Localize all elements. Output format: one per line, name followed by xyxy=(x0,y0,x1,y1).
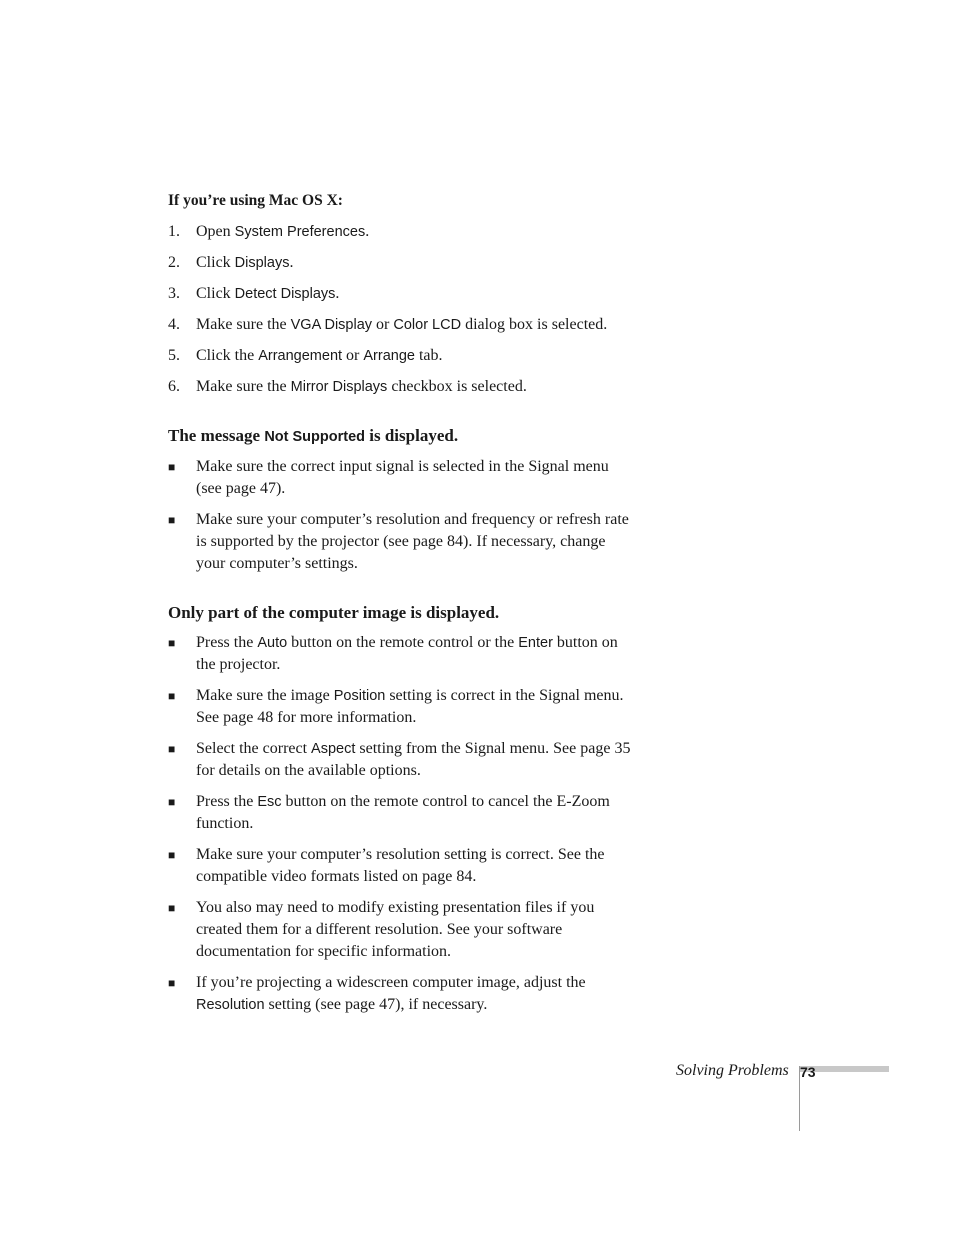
text-run: setting from the Signal menu. See page 35 for details on the available options. xyxy=(196,740,631,779)
ui-term: Esc xyxy=(257,794,282,810)
list-item xyxy=(168,632,638,676)
text-run: Make sure your computer’s resolution setting is correct. See the compatible video formats listed on page 84. xyxy=(196,846,605,885)
text-run: setting (see page 47), if necessary. xyxy=(264,996,488,1013)
square-bullet-icon: ■ xyxy=(168,742,176,756)
ui-term: Resolution xyxy=(196,997,265,1013)
bullet-text xyxy=(196,897,638,963)
text-run: . xyxy=(365,223,370,240)
text-run: button on the remote control to cancel the E-Zoom function. xyxy=(196,793,610,832)
list-item xyxy=(168,791,638,835)
list-item xyxy=(168,897,638,963)
text-run: Press the xyxy=(196,793,258,810)
square-bullet-icon: ■ xyxy=(168,460,176,474)
step-text xyxy=(196,283,339,305)
step-number: 5. xyxy=(168,347,180,364)
text-run: You also may need to modify existing presentation files if you created them for a different resolution. See your software documentation for specific information. xyxy=(196,899,595,960)
ui-term: Mirror Displays xyxy=(290,379,388,395)
list-item xyxy=(168,972,638,1016)
list-item xyxy=(168,844,638,888)
partial-image-list xyxy=(168,632,638,1016)
step-number: 1. xyxy=(168,223,180,240)
list-item xyxy=(168,456,638,500)
text-run: button on the remote control or the xyxy=(287,634,519,651)
step-text xyxy=(196,252,293,274)
ui-term: Not Supported xyxy=(264,429,366,445)
bullet-text xyxy=(196,844,638,888)
bullet-text xyxy=(196,685,638,729)
square-bullet-icon: ■ xyxy=(168,901,176,915)
text-run: . xyxy=(289,254,294,271)
step-text xyxy=(196,221,369,243)
text-run: Open xyxy=(196,223,235,240)
list-item xyxy=(168,509,638,575)
step-number: 2. xyxy=(168,254,180,271)
square-bullet-icon: ■ xyxy=(168,636,176,650)
step-text xyxy=(196,345,443,367)
text-run: tab. xyxy=(414,347,443,364)
square-bullet-icon: ■ xyxy=(168,689,176,703)
bullet-text xyxy=(196,456,638,500)
bullet-text xyxy=(196,738,638,782)
ui-term: Displays xyxy=(234,255,290,271)
text-run: checkbox is selected. xyxy=(387,378,527,395)
text-run: Click xyxy=(196,285,235,302)
bullet-text xyxy=(196,972,638,1016)
text-run: If you’re projecting a widescreen computer image, adjust the xyxy=(196,974,586,991)
text-run: button on the projector. xyxy=(196,634,618,673)
ui-term: Detect Displays xyxy=(234,286,336,302)
ui-term: VGA Display xyxy=(290,317,373,333)
text-run: is displayed. xyxy=(365,426,459,445)
text-run: Click the xyxy=(196,347,259,364)
bullet-text xyxy=(196,791,638,835)
step-item xyxy=(168,345,638,367)
text-run: Make sure the xyxy=(196,316,291,333)
ui-term: Color LCD xyxy=(393,317,462,333)
step-item xyxy=(168,376,638,398)
step-text xyxy=(196,314,607,336)
ui-term: Position xyxy=(333,688,386,704)
partial-image-heading: Only part of the computer image is displayed. xyxy=(168,603,500,622)
text-run: Select the correct xyxy=(196,740,312,757)
text-run: . xyxy=(335,285,340,302)
text-run: Make sure your computer’s resolution and frequency or refresh rate is supported by the projector (see page 84). If necessary, change your computer’s settings. xyxy=(196,511,629,572)
text-run: Click xyxy=(196,254,235,271)
page-number: 73 xyxy=(800,1064,816,1080)
ui-term: Enter xyxy=(518,635,553,651)
text-run: Make sure the xyxy=(196,378,291,395)
text-run: Make sure the image xyxy=(196,687,334,704)
text-run: setting is correct in the Signal menu. See page 48 for more information. xyxy=(196,687,624,726)
square-bullet-icon: ■ xyxy=(168,976,176,990)
ui-term: System Preferences xyxy=(234,224,366,240)
square-bullet-icon: ■ xyxy=(168,513,176,527)
footer-section-title: Solving Problems xyxy=(676,1062,789,1079)
mac-os-heading: If you’re using Mac OS X: xyxy=(168,192,343,209)
list-item xyxy=(168,738,638,782)
step-number: 6. xyxy=(168,378,180,395)
ui-term: Aspect xyxy=(311,741,356,757)
text-run: Make sure the correct input signal is selected in the Signal menu (see page 47). xyxy=(196,458,609,497)
not-supported-heading xyxy=(168,425,638,448)
text-run: dialog box is selected. xyxy=(461,316,608,333)
step-item xyxy=(168,283,638,305)
text-run: or xyxy=(342,347,364,364)
text-run: Press the xyxy=(196,634,258,651)
square-bullet-icon: ■ xyxy=(168,795,176,809)
step-number: 3. xyxy=(168,285,180,302)
not-supported-list xyxy=(168,456,638,575)
page-content xyxy=(168,190,638,1025)
step-item xyxy=(168,221,638,243)
mac-steps-list xyxy=(168,221,638,398)
bullet-text xyxy=(196,632,638,676)
step-text xyxy=(196,376,527,398)
ui-term: Auto xyxy=(257,635,288,651)
text-run: or xyxy=(372,316,394,333)
bullet-text xyxy=(196,509,638,575)
square-bullet-icon: ■ xyxy=(168,848,176,862)
step-item xyxy=(168,252,638,274)
text-run: The message xyxy=(168,426,265,445)
ui-term: Arrangement xyxy=(258,348,343,364)
ui-term: Arrange xyxy=(363,348,415,364)
list-item xyxy=(168,685,638,729)
step-number: 4. xyxy=(168,316,180,333)
step-item xyxy=(168,314,638,336)
